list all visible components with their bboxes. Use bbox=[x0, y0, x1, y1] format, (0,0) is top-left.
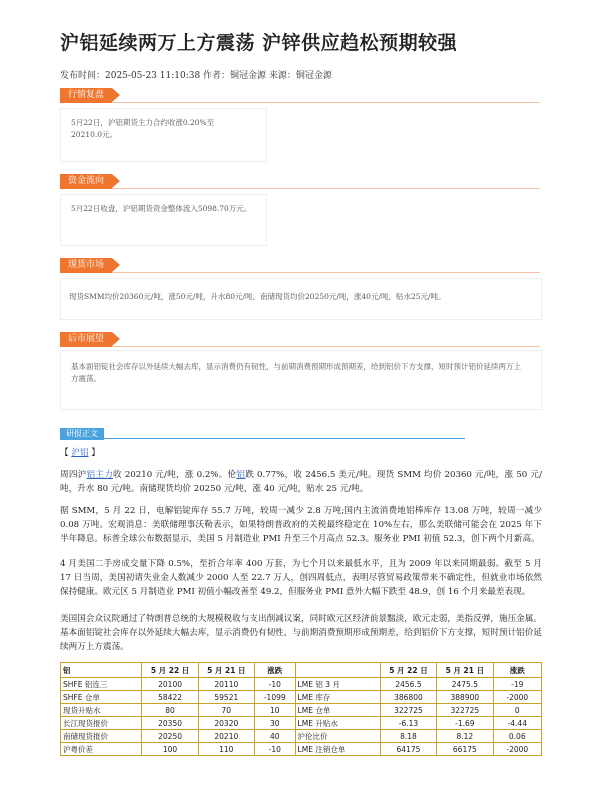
report-body-underline bbox=[60, 438, 465, 439]
table-cell: 2475.5 bbox=[437, 678, 493, 691]
table-cell: -10 bbox=[254, 743, 295, 756]
tag-underline bbox=[60, 346, 540, 347]
header-cell: 5 月 22 日 bbox=[142, 663, 198, 678]
p1-text: 跌 0.77%，收 2456.5 美元/吨。现货 SMM 均价 20360 元/吨，涨 50 元/吨，升水 80 元/吨。南储现货均价 20250 元/吨，涨 40 元/吨，贴水 25 元/吨。 bbox=[60, 470, 542, 494]
table-cell: 20210 bbox=[198, 730, 254, 743]
section-text: 基本面铝锭社会库存以外延续大幅去库，显示消费仍有韧性，与前期消费预期形成预期差，给到铝价下方支撑，短时预计铝价延续两万上方震荡。 bbox=[71, 362, 521, 383]
section-box bbox=[60, 108, 267, 162]
table-cell: LME 库存 bbox=[295, 691, 380, 704]
table-cell: -2000 bbox=[493, 743, 541, 756]
table-cell: 80 bbox=[142, 704, 198, 717]
aluminum-link[interactable]: 沪铝 bbox=[71, 448, 89, 458]
table-cell: 沪粤价差 bbox=[61, 743, 142, 756]
section-market-review bbox=[60, 86, 540, 166]
aluminum-main-link[interactable]: 铝主力 bbox=[86, 470, 114, 480]
section-outlook bbox=[60, 330, 540, 410]
table-row bbox=[61, 678, 542, 691]
section-tag: 后市展望 bbox=[60, 332, 112, 347]
table-cell: 20110 bbox=[198, 678, 254, 691]
table-cell: 20320 bbox=[198, 717, 254, 730]
p1-text: 收 20210 元/吨，涨 0.2%。伦 bbox=[113, 470, 237, 480]
section-box bbox=[60, 278, 542, 320]
table-cell: -4.44 bbox=[493, 717, 541, 730]
paragraph-4: 美国国会众议院通过了特朗普总统的大规模税收与支出削减议案，同时欧元区经济前景黯淡，欧元走弱，美指反弹，施压金属。基本面铝锭社会库存以外延续大幅去库，显示消费仍有韧性，与前期消费预期形成预期差，给到铝价下方支撑，短时预计铝价延续两万上方震荡。 bbox=[60, 614, 542, 652]
aluminum-data-table bbox=[60, 662, 542, 756]
section-text: 现货SMM均价20360元/吨，涨50元/吨，升水80元/吨。南储现货均价20250元/吨，涨40元/吨，贴水25元/吨。 bbox=[69, 292, 446, 301]
table-cell: 322725 bbox=[380, 704, 436, 717]
table-cell: 20250 bbox=[142, 730, 198, 743]
header-cell bbox=[295, 663, 380, 678]
paragraph-1 bbox=[60, 468, 542, 496]
table-cell: 40 bbox=[254, 730, 295, 743]
table-cell: -1.69 bbox=[437, 717, 493, 730]
bracket-close: 】 bbox=[91, 448, 100, 458]
section-fund-flow bbox=[60, 172, 540, 252]
table-cell: SHFE 仓单 bbox=[61, 691, 142, 704]
table-row bbox=[61, 743, 542, 756]
table-cell: 386800 bbox=[380, 691, 436, 704]
table-cell: 66175 bbox=[437, 743, 493, 756]
table-cell: 20100 bbox=[142, 678, 198, 691]
table-cell: 沪伦比价 bbox=[295, 730, 380, 743]
table-cell: -1099 bbox=[254, 691, 295, 704]
table-cell: 长江现货报价 bbox=[61, 717, 142, 730]
table-cell: LME 仓单 bbox=[295, 704, 380, 717]
article-title: 沪铝延续两万上方震荡 沪锌供应趋松预期较强 bbox=[60, 32, 458, 54]
table-cell: 8.12 bbox=[437, 730, 493, 743]
table-cell: 南储现货报价 bbox=[61, 730, 142, 743]
report-body-label: 研报正文 bbox=[60, 428, 104, 440]
section-box bbox=[60, 194, 267, 246]
table-cell: 322725 bbox=[437, 704, 493, 717]
table-row bbox=[61, 717, 542, 730]
header-cell: 5 月 22 日 bbox=[380, 663, 436, 678]
section-tag: 现货市场 bbox=[60, 258, 112, 273]
table-row bbox=[61, 730, 542, 743]
commodity-tag bbox=[60, 446, 542, 460]
table-cell: 8.18 bbox=[380, 730, 436, 743]
header-cell: 5 月 21 日 bbox=[437, 663, 493, 678]
lme-aluminum-link[interactable]: 铝 bbox=[236, 470, 246, 480]
table-cell: 100 bbox=[142, 743, 198, 756]
table-cell: 59521 bbox=[198, 691, 254, 704]
table-cell: -19 bbox=[493, 678, 541, 691]
article-meta: 发布时间：2025-05-23 11:10:38 作者：铜冠金源 来源：铜冠金源 bbox=[60, 71, 332, 81]
table-cell: -2000 bbox=[493, 691, 541, 704]
table-header-row bbox=[61, 663, 542, 678]
section-spot-market bbox=[60, 256, 540, 322]
paragraph-3: 4 月美国二手房成交量下降 0.5%，至折合年率 400 万套，为七个月以来最低水平，且为 2009 年以来同期最弱。截至 5 月 17 日当周，美国初请失业金人数减少 2000 人至 22.7 万人，创四周低点，表明尽管贸易政策带来不确定性，但就业市场依然保持健康。欧元区 5 月制造业 PMI 初值小幅改善至 49.2，但服务业 PMI 意外大幅下跌至 48.9，创 16 个月来最差表现。 bbox=[60, 559, 542, 597]
paragraph-2: 据 SMM，5 月 22 日，电解铝锭库存 55.7 万吨，较周一减少 2.8 万吨;国内主流消费地铝棒库存 13.08 万吨，较周一减少 0.08 万吨。宏观消息：美联储理事沃勒表示，如果特朗普政府的关税最终稳定在 10%左右，那么美联储可能会在 2025 年下半年降息。标普全球公布数据显示，美国 5 月制造业 PMI 升至三个月高点 52.3。服务业 PMI 初值 52.3，创下两个月新高。 bbox=[60, 506, 542, 544]
table-corner: 铝 bbox=[61, 663, 142, 678]
table-cell: LME 铝 3 月 bbox=[295, 678, 380, 691]
tag-underline bbox=[60, 102, 540, 103]
table-cell: LME 注销仓单 bbox=[295, 743, 380, 756]
section-box bbox=[60, 350, 542, 410]
section-tag: 资金流向 bbox=[60, 174, 112, 189]
table-row bbox=[61, 704, 542, 717]
section-tag: 行情复盘 bbox=[60, 88, 112, 103]
section-text: 5月22日收盘，沪铝期货资金整体流入5098.70万元。 bbox=[71, 204, 252, 213]
p1-text: 周四沪 bbox=[60, 470, 87, 480]
bracket-open: 【 bbox=[60, 448, 69, 458]
table-cell: 388900 bbox=[437, 691, 493, 704]
table-cell: 20350 bbox=[142, 717, 198, 730]
header-cell: 5 月 21 日 bbox=[198, 663, 254, 678]
table-cell: 64175 bbox=[380, 743, 436, 756]
table-body bbox=[61, 678, 542, 756]
header-cell: 涨跌 bbox=[254, 663, 295, 678]
header-cell: 涨跌 bbox=[493, 663, 541, 678]
table-cell: -10 bbox=[254, 678, 295, 691]
table-row bbox=[61, 691, 542, 704]
table-cell: 10 bbox=[254, 704, 295, 717]
table-cell: 58422 bbox=[142, 691, 198, 704]
section-text: 5月22日，沪铝期货主力合约收涨0.20%至20210.0元。 bbox=[71, 118, 215, 139]
table-cell: 30 bbox=[254, 717, 295, 730]
table-cell: 70 bbox=[198, 704, 254, 717]
table-cell: 0 bbox=[493, 704, 541, 717]
table-cell: SHFE 铝连三 bbox=[61, 678, 142, 691]
table-cell: LME 升贴水 bbox=[295, 717, 380, 730]
tag-underline bbox=[60, 272, 540, 273]
tag-underline bbox=[60, 188, 540, 189]
table-cell: 110 bbox=[198, 743, 254, 756]
table-cell: 现货升贴水 bbox=[61, 704, 142, 717]
table-cell: -6.13 bbox=[380, 717, 436, 730]
table-cell: 2456.5 bbox=[380, 678, 436, 691]
table-cell: 0.06 bbox=[493, 730, 541, 743]
